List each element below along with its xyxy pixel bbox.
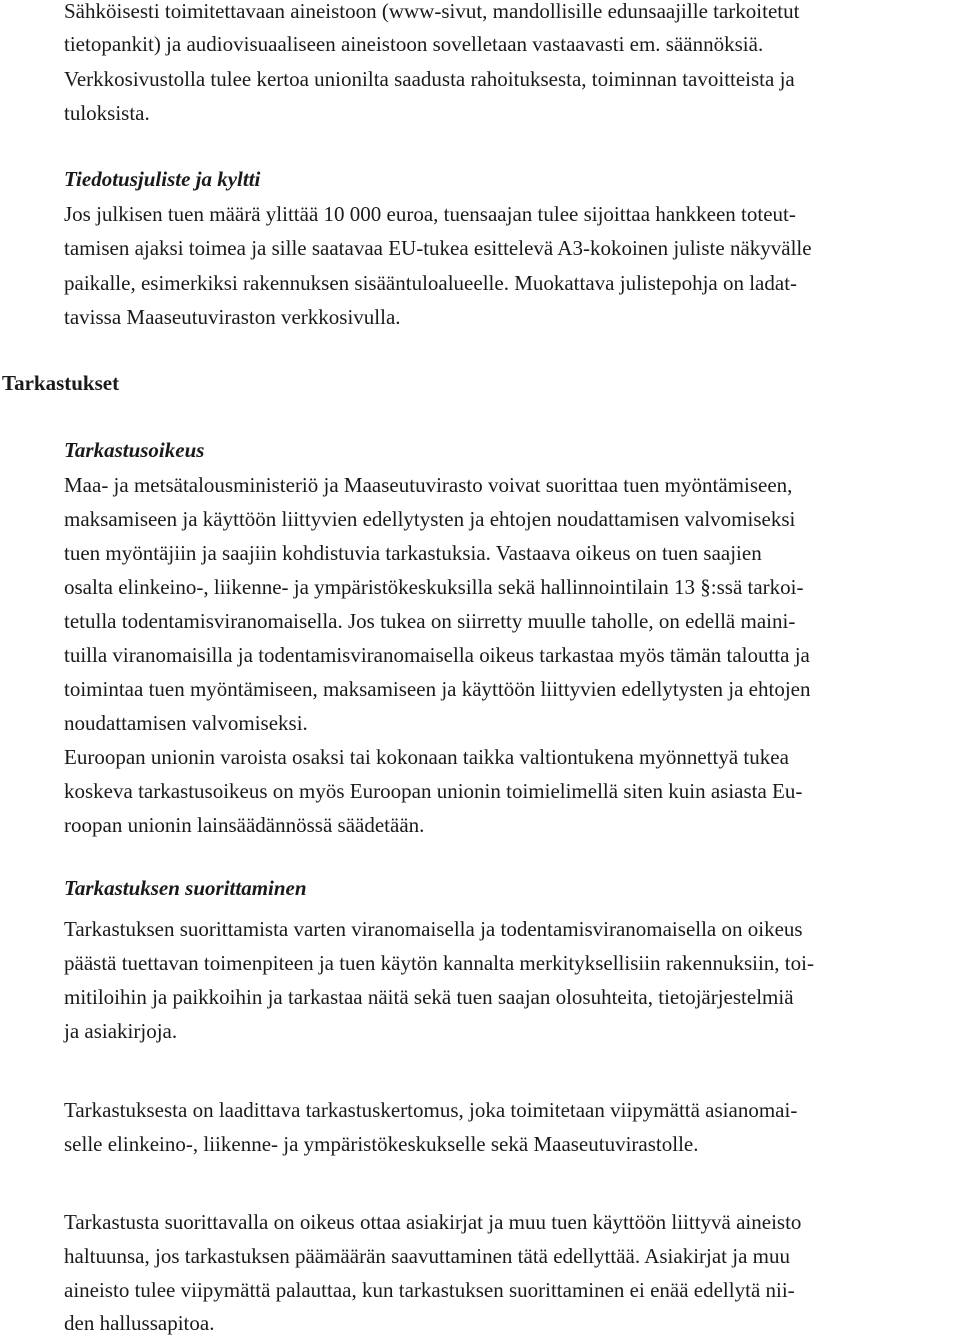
text-line: tuloksista. <box>64 101 150 125</box>
text-line: koskeva tarkastusoikeus on myös Euroopan unionin toimielimellä siten kuin asiasta Eu- <box>64 779 803 803</box>
text-line: paikalle, esimerkiksi rakennuksen sisääntuloalueelle. Muokattava julistepohja on ladat- <box>64 271 798 295</box>
text-line: aineisto tulee viipymättä palauttaa, kun tarkastuksen suorittaminen ei enää edellytä nii- <box>64 1278 795 1302</box>
text-line: selle elinkeino-, liikenne- ja ympäristökeskukselle sekä Maaseutuvirastolle. <box>64 1132 699 1156</box>
section-heading: Tarkastukset <box>2 371 120 395</box>
text-line: den hallussapitoa. <box>64 1311 215 1335</box>
subsection-heading: Tarkastusoikeus <box>64 438 205 462</box>
text-line: tuilla viranomaisilla ja todentamisviranomaisella oikeus tarkastaa myös tämän taloutta ja <box>64 643 810 667</box>
text-line: toimintaa tuen myöntämiseen, maksamiseen ja käyttöön liittyvien edellytysten ja ehtojen <box>64 677 811 701</box>
text-line: tietopankit) ja audiovisuaaliseen aineistoon sovelletaan vastaavasti em. säännöksiä. <box>64 32 764 56</box>
text-line: haltuunsa, jos tarkastuksen päämäärän saavuttaminen tätä edellyttää. Asiakirjat ja muu <box>64 1244 791 1268</box>
text-line: Tarkastuksen suorittamista varten viranomaisella ja todentamisviranomaisella on oikeus <box>64 917 803 941</box>
text-line: roopan unionin lainsäädännössä säädetään. <box>64 813 425 837</box>
text-line: Maa- ja metsätalousministeriö ja Maaseutuvirasto voivat suorittaa tuen myöntämiseen, <box>64 473 793 497</box>
text-line: Verkkosivustolla tulee kertoa unionilta saadusta rahoituksesta, toiminnan tavoitteista ja <box>64 67 795 91</box>
text-line: osalta elinkeino-, liikenne- ja ympäristökeskuksilla sekä hallinnointilain 13 §:ssä tarkoi- <box>64 575 804 599</box>
text-line: Tarkastusta suorittavalla on oikeus ottaa asiakirjat ja muu tuen käyttöön liittyvä aineisto <box>64 1210 802 1234</box>
text-line: maksamiseen ja käyttöön liittyvien edellytysten ja ehtojen noudattamisen valvomiseksi <box>64 507 796 531</box>
text-line: tetulla todentamisviranomaisella. Jos tukea on siirretty muulle taholle, on edellä maini- <box>64 609 796 633</box>
text-line: ja asiakirjoja. <box>64 1019 178 1043</box>
text-line: Sähköisesti toimitettavaan aineistoon (www-sivut, mandollisille edunsaajille tarkoitetut <box>64 0 800 23</box>
text-line: tamisen ajaksi toimea ja sille saatavaa EU-tukea esittelevä A3-kokoinen juliste näkyvälle <box>64 236 812 260</box>
text-line: tuen myöntäjiin ja saajiin kohdistuvia tarkastuksia. Vastaava oikeus on tuen saajien <box>64 541 762 565</box>
text-line: tavissa Maaseutuviraston verkkosivulla. <box>64 305 401 329</box>
text-line: Euroopan unionin varoista osaksi tai kokonaan taikka valtiontukena myönnettyä tukea <box>64 745 789 769</box>
subsection-heading: Tiedotusjuliste ja kyltti <box>64 167 261 191</box>
text-line: mitiloihin ja paikkoihin ja tarkastaa näitä sekä tuen saajan olosuhteita, tietojärjestelmiä <box>64 985 794 1009</box>
text-line: Tarkastuksesta on laadittava tarkastuskertomus, joka toimitetaan viipymättä asianomai- <box>64 1098 798 1122</box>
text-line: noudattamisen valvomiseksi. <box>64 711 308 735</box>
subsection-heading: Tarkastuksen suorittaminen <box>64 876 307 900</box>
text-line: Jos julkisen tuen määrä ylittää 10 000 euroa, tuensaajan tulee sijoittaa hankkeen toteut- <box>64 202 796 226</box>
text-line: päästä tuettavan toimenpiteen ja tuen käytön kannalta merkityksellisiin rakennuksiin, toi- <box>64 951 814 975</box>
